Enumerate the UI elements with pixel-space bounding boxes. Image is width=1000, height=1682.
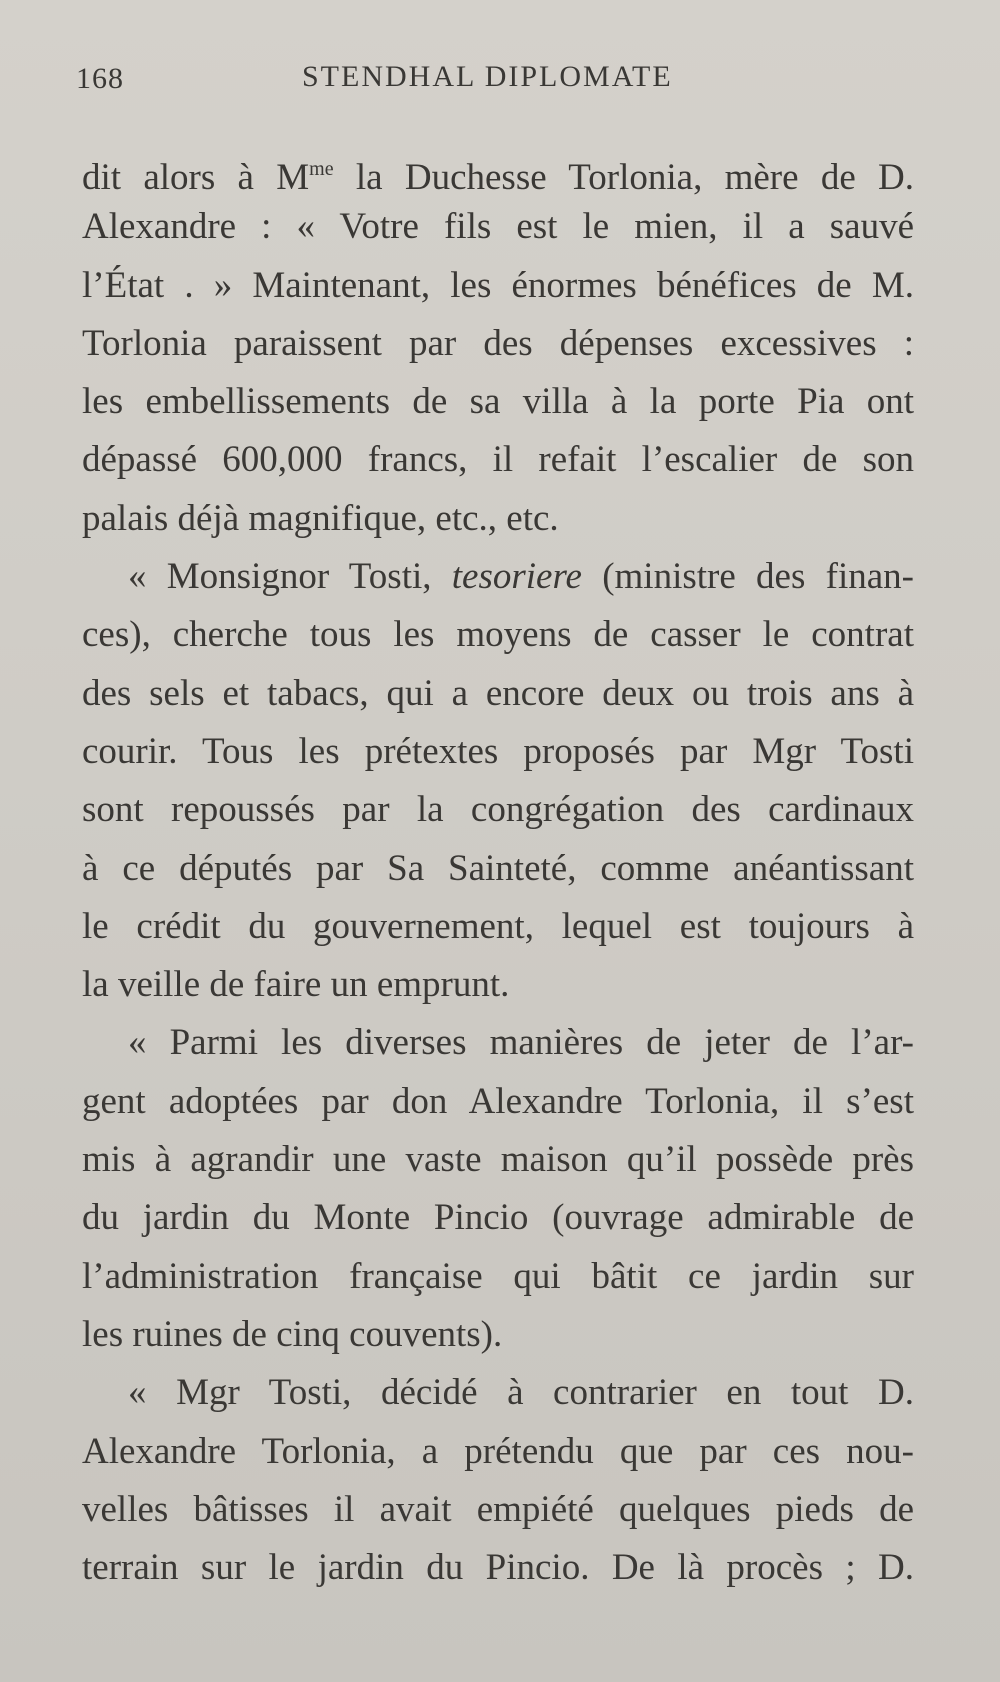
- text-line-22: « Mgr Tosti, décidé à contrarier en tout D.: [128, 1372, 914, 1414]
- text-line-13: à ce députés par Sa Sainteté, comme anéantissant: [82, 847, 914, 889]
- text-line-1: dit alors à $M^{me}$ la Duchesse Torlonia, mère de D.: [82, 157, 914, 198]
- text-line-3: l’État . » Maintenant, les énormes bénéfices de M.: [82, 264, 914, 306]
- text-line-2: Alexandre : « Votre fils est le mien, il a sauvé: [82, 206, 914, 248]
- text-line-15: la veille de faire un emprunt.: [82, 964, 510, 1006]
- page-number: 168: [76, 62, 124, 95]
- text-line-5: les embellissements de sa villa à la porte Pia ont: [82, 381, 914, 423]
- text-line-7: palais déjà magnifique, etc., etc.: [82, 497, 559, 539]
- text-line-16: « Parmi les diverses manières de jeter de l’ar-: [128, 1022, 914, 1064]
- text-line-19: du jardin du Monte Pincio (ouvrage admirable de: [82, 1197, 914, 1239]
- italic-word: tesoriere: [451, 556, 582, 598]
- text-line-12: sont repoussés par la congrégation des cardinaux: [82, 789, 914, 831]
- text-line-18: mis à agrandir une vaste maison qu’il possède près: [82, 1139, 914, 1181]
- text-line-4: Torlonia paraissent par des dépenses excessives :: [82, 322, 914, 364]
- running-title: STENDHAL DIPLOMATE: [302, 60, 673, 93]
- text-line-21: les ruines de cinq couvents).: [82, 1313, 503, 1355]
- text-line-11: courir. Tous les prétextes proposés par Mgr Tosti: [82, 730, 914, 772]
- superscript: me: [309, 158, 334, 180]
- body-text: [82, 140, 914, 1597]
- text-line-14: le crédit du gouvernement, lequel est toujours à: [82, 905, 914, 947]
- text-line-9: ces), cherche tous les moyens de casser le contrat: [82, 614, 914, 656]
- page-header: [76, 58, 696, 98]
- text-line-8: « Monsignor Tosti, tesoriere (ministre des finan-: [128, 556, 914, 598]
- text-line-6: dépassé 600,000 francs, il refait l’escalier de son: [82, 439, 914, 481]
- text-line-25: terrain sur le jardin du Pincio. De là procès ; D.: [82, 1547, 914, 1589]
- text-line-10: des sels et tabacs, qui a encore deux ou trois ans à: [82, 672, 914, 714]
- text-line-23: Alexandre Torlonia, a prétendu que par ces nou-: [82, 1430, 914, 1472]
- text-line-17: gent adoptées par don Alexandre Torlonia, il s’est: [82, 1080, 914, 1122]
- text-line-24: velles bâtisses il avait empiété quelques pieds de: [82, 1488, 914, 1530]
- text-line-20: l’administration française qui bâtit ce jardin sur: [82, 1255, 914, 1297]
